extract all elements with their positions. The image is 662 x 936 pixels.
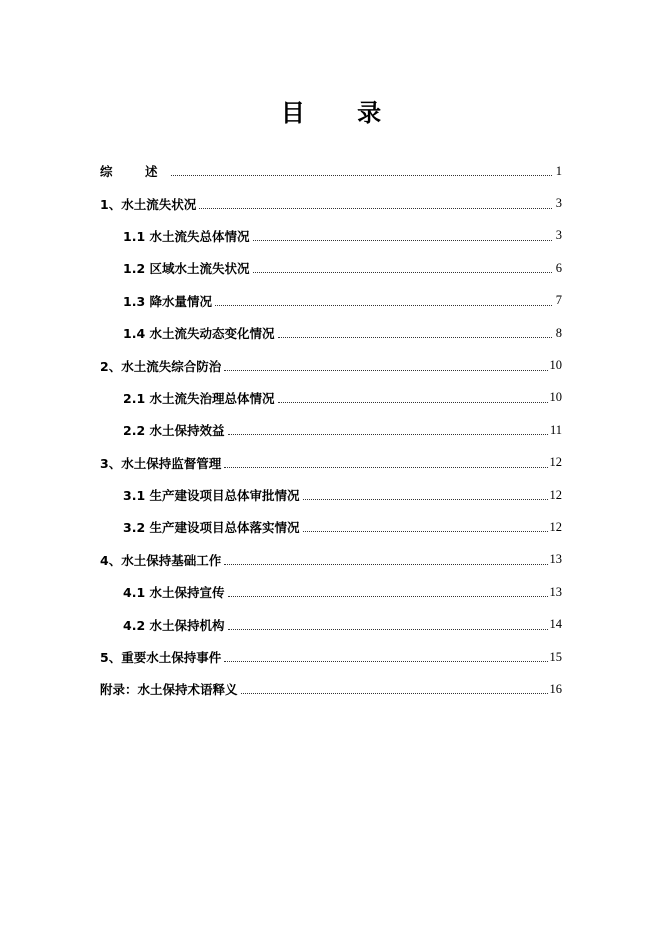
toc-page-number: 11: [549, 422, 562, 437]
toc-entry-label: 4.1 水土保持宣传: [123, 585, 225, 601]
dot-leader: [224, 369, 547, 371]
toc-entry-label: 3.2 生产建设项目总体落实情况: [123, 520, 300, 536]
toc-entry-1-1[interactable]: [100, 220, 562, 252]
toc-entry-1-3[interactable]: [100, 285, 562, 317]
dot-leader: [253, 271, 553, 273]
toc-entry-label: 4.2 水土保持机构: [123, 617, 225, 633]
toc-entry-label: 综 述: [100, 164, 168, 180]
toc-entry-3-1[interactable]: [100, 479, 562, 511]
dot-leader: [303, 530, 548, 532]
dot-leader: [215, 304, 552, 306]
toc-page-number: 7: [555, 293, 562, 308]
toc-entry-label: 3、水土保持监督管理: [100, 455, 222, 471]
toc-entry-4[interactable]: [100, 544, 562, 576]
toc-entry-label: 4、水土保持基础工作: [100, 552, 222, 568]
dot-leader: [228, 433, 548, 435]
toc-entry-label: 1.3 降水量情况: [123, 293, 212, 309]
toc-entry-label: 2.1 水土流失治理总体情况: [123, 390, 275, 406]
toc-entry-2-1[interactable]: [100, 382, 562, 414]
dot-leader: [228, 595, 548, 597]
toc-page-number: 15: [549, 649, 562, 664]
toc-page-number: 12: [549, 487, 562, 502]
toc-entry-label: 2.2 水土保持效益: [123, 423, 225, 439]
toc-entry-label: 3.1 生产建设项目总体审批情况: [123, 488, 300, 504]
toc-entry-1-4[interactable]: [100, 317, 562, 349]
toc-title: 目 录: [280, 99, 404, 127]
toc-entry-label: 1、水土流失状况: [100, 196, 197, 212]
toc-entry-label: 附录：水土保持术语释义: [100, 682, 238, 698]
toc-entry-3-2[interactable]: [100, 511, 562, 543]
dot-leader: [224, 660, 547, 662]
toc-entry-2[interactable]: [100, 349, 562, 381]
dot-leader: [278, 336, 553, 338]
toc-entry-appendix[interactable]: [100, 673, 562, 705]
toc-page-number: 16: [549, 681, 562, 696]
toc-page-number: 1: [555, 163, 562, 178]
toc-page-number: 10: [549, 390, 562, 405]
toc-entry-3[interactable]: [100, 447, 562, 479]
table-of-contents: [100, 155, 562, 706]
dot-leader: [241, 692, 548, 694]
toc-page-number: 3: [555, 228, 562, 243]
dot-leader: [278, 401, 548, 403]
toc-entry-4-1[interactable]: [100, 576, 562, 608]
toc-page-number: 12: [549, 519, 562, 534]
toc-page-number: 6: [555, 260, 562, 275]
toc-entry-label: 1.2 区域水土流失状况: [123, 261, 250, 277]
dot-leader: [228, 628, 548, 630]
toc-entry-overview[interactable]: [100, 155, 562, 187]
toc-entry-4-2[interactable]: [100, 608, 562, 640]
toc-entry-label: 1.4 水土流失动态变化情况: [123, 326, 275, 342]
toc-page-number: 10: [549, 358, 562, 373]
toc-entry-1-2[interactable]: [100, 252, 562, 284]
dot-leader: [253, 239, 553, 241]
toc-page-number: 14: [549, 617, 562, 632]
dot-leader: [303, 498, 548, 500]
toc-page-number: 12: [549, 455, 562, 470]
toc-entry-label: 2、水土流失综合防治: [100, 358, 222, 374]
dot-leader: [199, 207, 552, 209]
toc-page-number: 13: [549, 552, 562, 567]
toc-entry-1[interactable]: [100, 187, 562, 219]
dot-leader: [224, 466, 547, 468]
toc-entry-label: 1.1 水土流失总体情况: [123, 228, 250, 244]
dot-leader: [224, 563, 547, 565]
toc-entry-5[interactable]: [100, 641, 562, 673]
dot-leader: [171, 174, 552, 176]
toc-entry-label: 5、重要水土保持事件: [100, 650, 222, 666]
toc-entry-2-2[interactable]: [100, 414, 562, 446]
toc-page-number: 3: [555, 196, 562, 211]
toc-page-number: 8: [555, 325, 562, 340]
toc-page-number: 13: [549, 584, 562, 599]
